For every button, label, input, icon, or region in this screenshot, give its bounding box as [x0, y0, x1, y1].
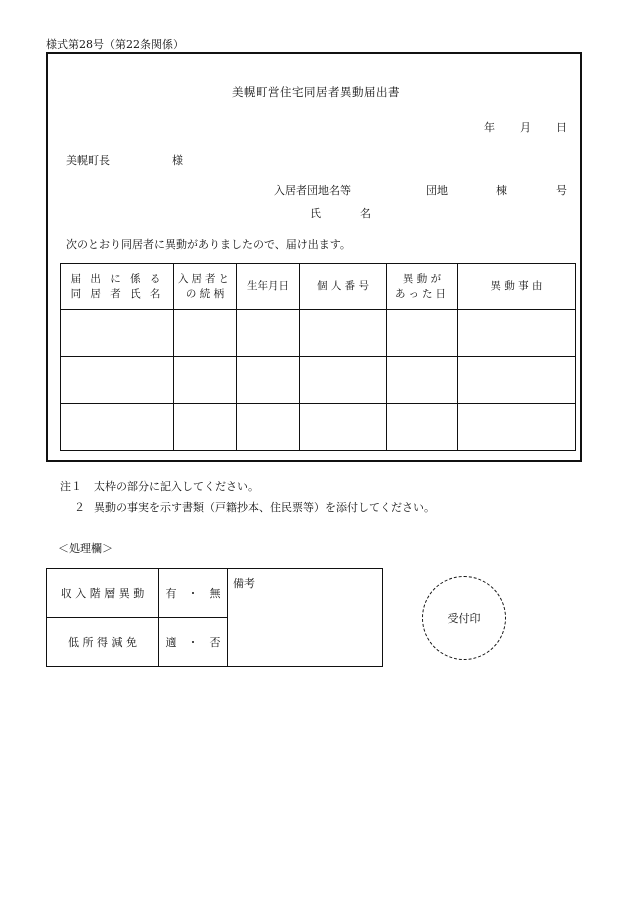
personal-number-cell[interactable] [300, 310, 387, 357]
form-title: 美幌町営住宅同居者異動届出書 [232, 85, 400, 99]
personal-number-cell[interactable] [300, 404, 387, 451]
reception-stamp-circle [422, 576, 506, 660]
table-row [61, 404, 576, 451]
main-form-frame [46, 52, 582, 462]
note2-label: ２ [74, 501, 85, 514]
header-change-reason: 異 動 事 由 [458, 264, 576, 310]
building-label: 棟 [496, 184, 507, 197]
resident-location-label: 入居者団地名等 [274, 184, 351, 197]
remarks-label: 備考 [233, 577, 255, 590]
header-birthdate: 生年月日 [237, 264, 300, 310]
note1-label: 注１ [60, 480, 82, 493]
processing-table [46, 568, 383, 667]
reception-stamp-label: 受付印 [447, 612, 481, 625]
cohabitant-name-cell[interactable] [61, 357, 174, 404]
change-reason-cell[interactable] [458, 404, 576, 451]
header-relationship: 入居者と の 続 柄 [174, 264, 237, 310]
room-number-label: 号 [556, 184, 567, 197]
change-reason-cell[interactable] [458, 310, 576, 357]
date-day-label: 日 [556, 121, 567, 134]
danchi-label: 団地 [426, 184, 448, 197]
change-date-cell[interactable] [387, 404, 458, 451]
birthdate-cell[interactable] [237, 404, 300, 451]
date-month-label: 月 [520, 121, 531, 134]
change-reason-cell[interactable] [458, 357, 576, 404]
relationship-cell[interactable] [174, 357, 237, 404]
declaration-statement: 次のとおり同居者に異動がありましたので、届け出ます。 [66, 238, 351, 251]
change-date-cell[interactable] [387, 310, 458, 357]
relationship-cell[interactable] [174, 310, 237, 357]
resident-name-label: 氏 名 [310, 207, 385, 220]
personal-number-cell[interactable] [300, 357, 387, 404]
low-income-reduction-label: 低 所 得 減 免 [47, 618, 159, 667]
remarks-cell[interactable] [228, 569, 383, 667]
addressee-name: 美幌町長 [66, 154, 110, 167]
header-cohabitant-name: 届 出 に 係 る 同 居 者 氏 名 [61, 264, 174, 310]
note2-text: 異動の事実を示す書類（戸籍抄本、住民票等）を添付してください。 [94, 501, 435, 514]
income-change-value: 有 ・ 無 [159, 569, 228, 618]
header-personal-number: 個 人 番 号 [300, 264, 387, 310]
table-row [61, 357, 576, 404]
header-change-date: 異 動 が あった日 [387, 264, 458, 310]
birthdate-cell[interactable] [237, 310, 300, 357]
form-number-label: 様式第28号（第22条関係） [46, 38, 184, 51]
date-year-label: 年 [484, 121, 495, 134]
cohabitant-name-cell[interactable] [61, 404, 174, 451]
low-income-reduction-value: 適 ・ 否 [159, 618, 228, 667]
table-row [61, 310, 576, 357]
cohabitant-change-table [60, 263, 576, 451]
table-header-row [61, 264, 576, 310]
birthdate-cell[interactable] [237, 357, 300, 404]
processing-section-title: ＜処理欄＞ [58, 542, 113, 555]
note1-text: 太枠の部分に記入してください。 [94, 480, 259, 493]
addressee-honorific: 様 [172, 154, 183, 167]
cohabitant-name-cell[interactable] [61, 310, 174, 357]
processing-row-income [47, 569, 383, 618]
change-date-cell[interactable] [387, 357, 458, 404]
income-change-label: 収 入 階 層 異 動 [47, 569, 159, 618]
relationship-cell[interactable] [174, 404, 237, 451]
